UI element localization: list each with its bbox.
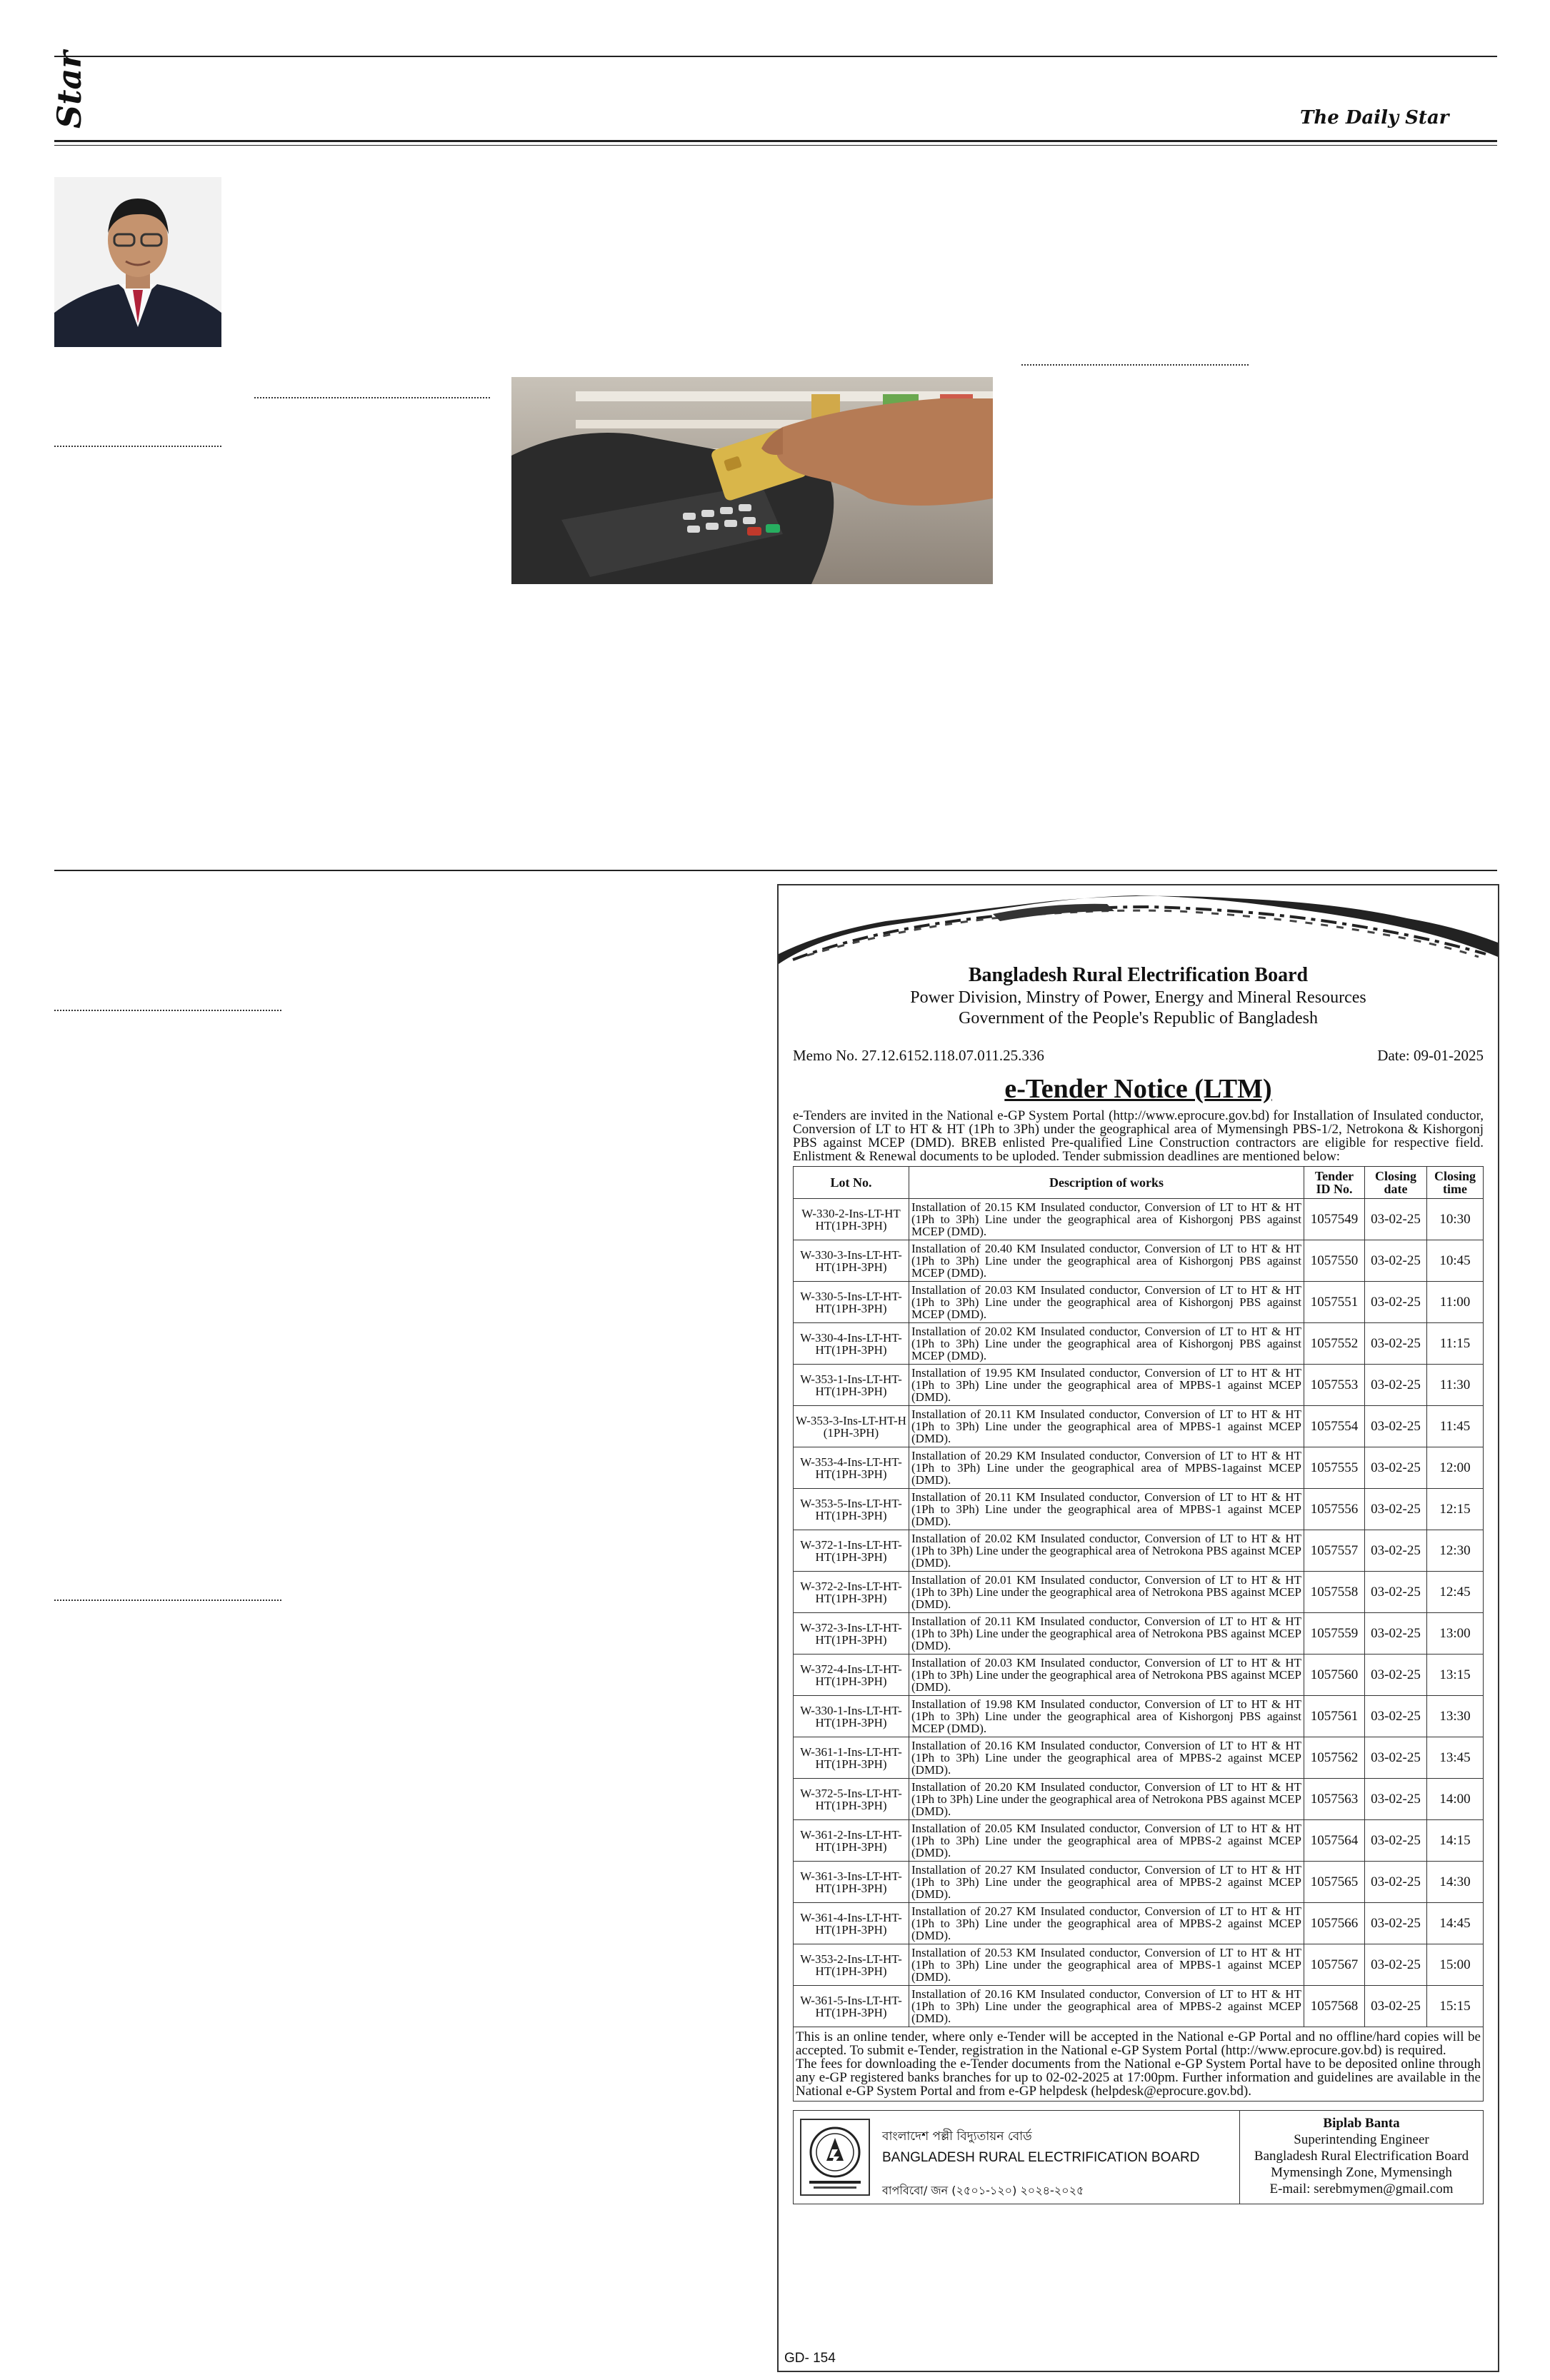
work-description: Installation of 20.16 KM Insulated conductor, Conversion of LT to HT & HT (1Ph to 3Ph) Line under the geographical area of MPBS-2 against MCEP (DMD). bbox=[909, 1986, 1304, 2027]
closing-date: 03-02-25 bbox=[1365, 1282, 1427, 1323]
col-closing-time: Closing time bbox=[1427, 1167, 1484, 1199]
closing-time: 12:15 bbox=[1427, 1489, 1484, 1530]
notice-footer bbox=[793, 2027, 1484, 2102]
lot-number: W-361-2-Ins-LT-HT-HT(1PH-3PH) bbox=[794, 1820, 909, 1862]
brand-name: The Daily Star bbox=[1300, 107, 1449, 129]
lot-number: W-353-3-Ins-LT-HT-H (1PH-3PH) bbox=[794, 1406, 909, 1447]
footer-paragraph-1: This is an online tender, where only e-Tender will be accepted in the National e-GP Portal and no offline/hard copies will be accepted. To submit e-Tender, registration in the National e-GP System Portal (http://www.eprocure.gov.bd) is required. bbox=[796, 2029, 1481, 2058]
closing-date: 03-02-25 bbox=[1365, 1696, 1427, 1737]
notice-subtitle-1: Power Division, Minstry of Power, Energy and Mineral Resources bbox=[910, 988, 1366, 1007]
notice-heading: e-Tender Notice (LTM) bbox=[1004, 1074, 1272, 1104]
closing-time: 15:15 bbox=[1427, 1986, 1484, 2027]
work-description: Installation of 19.95 KM Insulated conductor, Conversion of LT to HT & HT (1Ph to 3Ph) Line under the geographical area of MPBS-1 against MCEP (DMD). bbox=[909, 1365, 1304, 1406]
tender-id: 1057554 bbox=[1304, 1406, 1365, 1447]
work-description: Installation of 20.40 KM Insulated conductor, Conversion of LT to HT & HT (1Ph to 3Ph) Line under the geographical area of Kishorgonj PBS against MCEP (DMD). bbox=[909, 1240, 1304, 1282]
lot-number: W-372-1-Ins-LT-HT-HT(1PH-3PH) bbox=[794, 1530, 909, 1572]
table-row bbox=[794, 1530, 1484, 1572]
work-description: Installation of 20.27 KM Insulated conductor, Conversion of LT to HT & HT (1Ph to 3Ph) Line under the geographical area of MPBS-2 against MCEP (DMD). bbox=[909, 1862, 1304, 1903]
tender-id: 1057557 bbox=[1304, 1530, 1365, 1572]
work-description: Installation of 20.03 KM Insulated conductor, Conversion of LT to HT & HT (1Ph to 3Ph) Line under the geographical area of Kishorgonj PBS against MCEP (DMD). bbox=[909, 1282, 1304, 1323]
tender-id: 1057558 bbox=[1304, 1572, 1365, 1613]
signatory bbox=[1240, 2111, 1483, 2204]
closing-time: 13:45 bbox=[1427, 1737, 1484, 1779]
notice-subtitle-2: Government of the People's Republic of Bangladesh bbox=[959, 1009, 1318, 1028]
table-row bbox=[794, 1240, 1484, 1282]
masthead-top-rule bbox=[54, 56, 1497, 57]
tender-id: 1057565 bbox=[1304, 1862, 1365, 1903]
footer-paragraph-2: The fees for downloading the e-Tender documents from the National e-GP System Portal have to be deposited online through any e-GP registered banks branches for up to 02-02-2025 at 17:00pm. Further information and guidelines are available in the National e-GP System Portal and from e-GP helpdesk (helpdesk@eprocure.gov.bd). bbox=[796, 2057, 1481, 2099]
table-header-row bbox=[794, 1167, 1484, 1199]
lot-number: W-372-4-Ins-LT-HT-HT(1PH-3PH) bbox=[794, 1655, 909, 1696]
tender-id: 1057563 bbox=[1304, 1779, 1365, 1820]
closing-time: 10:45 bbox=[1427, 1240, 1484, 1282]
closing-time: 14:30 bbox=[1427, 1862, 1484, 1903]
lot-number: W-330-3-Ins-LT-HT-HT(1PH-3PH) bbox=[794, 1240, 909, 1282]
lot-number: W-353-5-Ins-LT-HT-HT(1PH-3PH) bbox=[794, 1489, 909, 1530]
memo-number: Memo No. 27.12.6152.118.07.011.25.336 bbox=[793, 1047, 1044, 1064]
work-description: Installation of 20.01 KM Insulated conductor, Conversion of LT to HT & HT (1Ph to 3Ph) Line under the geographical area of Netrokona PBS against MCEP (DMD). bbox=[909, 1572, 1304, 1613]
masthead-bottom-rule-thin bbox=[54, 145, 1497, 146]
work-description: Installation of 20.03 KM Insulated conductor, Conversion of LT to HT & HT (1Ph to 3Ph) Line under the geographical area of Netrokona PBS against MCEP (DMD). bbox=[909, 1655, 1304, 1696]
closing-time: 11:15 bbox=[1427, 1323, 1484, 1365]
closing-date: 03-02-25 bbox=[1365, 1572, 1427, 1613]
closing-date: 03-02-25 bbox=[1365, 1240, 1427, 1282]
signer-org: Bangladesh Rural Electrification Board bbox=[1254, 2149, 1469, 2164]
work-description: Installation of 20.11 KM Insulated conductor, Conversion of LT to HT & HT (1Ph to 3Ph) Line under the geographical area of MPBS-1 against MCEP (DMD). bbox=[909, 1489, 1304, 1530]
section-rule bbox=[54, 870, 1497, 871]
table-row bbox=[794, 1862, 1484, 1903]
closing-date: 03-02-25 bbox=[1365, 1530, 1427, 1572]
author-photo bbox=[54, 177, 221, 347]
work-description: Installation of 20.16 KM Insulated conductor, Conversion of LT to HT & HT (1Ph to 3Ph) Line under the geographical area of MPBS-2 against MCEP (DMD). bbox=[909, 1737, 1304, 1779]
lot-number: W-372-5-Ins-LT-HT-HT(1PH-3PH) bbox=[794, 1779, 909, 1820]
closing-date: 03-02-25 bbox=[1365, 1655, 1427, 1696]
tender-id: 1057561 bbox=[1304, 1696, 1365, 1737]
lot-number: W-330-2-Ins-LT-HT HT(1PH-3PH) bbox=[794, 1199, 909, 1240]
table-row bbox=[794, 1737, 1484, 1779]
notice-org-title: Bangladesh Rural Electrification Board bbox=[968, 964, 1309, 986]
work-description: Installation of 20.29 KM Insulated conductor, Conversion of LT to HT & HT (1Ph to 3Ph) Line under the geographical area of MPBS-1against MCEP (DMD). bbox=[909, 1447, 1304, 1489]
table-row bbox=[794, 1944, 1484, 1986]
divider bbox=[54, 1600, 281, 1601]
table-row bbox=[794, 1199, 1484, 1240]
signature-block bbox=[793, 2110, 1484, 2204]
closing-date: 03-02-25 bbox=[1365, 1613, 1427, 1655]
closing-time: 12:45 bbox=[1427, 1572, 1484, 1613]
work-description: Installation of 20.11 KM Insulated conductor, Conversion of LT to HT & HT (1Ph to 3Ph) Line under the geographical area of MPBS-1 against MCEP (DMD). bbox=[909, 1406, 1304, 1447]
signer-title: Superintending Engineer bbox=[1294, 2132, 1429, 2147]
notice-intro: e-Tenders are invited in the National e-GP System Portal (http://www.eprocure.gov.bd) for Installation of Insulated conductor, Conversion of LT to HT & HT (1Ph to 3Ph) under the geographical area of Mymensingh PBS-1/2, Netrokona & Kishorgonj PBS against MCEP (DMD). BREB enlisted Pre-qualified Line Construction contractors are eligible for respective field. Enlistment & Renewal documents to be uploded. Tender submission deadlines are mentioned below: bbox=[793, 1108, 1484, 1164]
decorative-header-ornament bbox=[779, 885, 1498, 971]
tender-id: 1057567 bbox=[1304, 1944, 1365, 1986]
table-row bbox=[794, 1572, 1484, 1613]
tender-id: 1057549 bbox=[1304, 1199, 1365, 1240]
work-description: Installation of 20.11 KM Insulated conductor, Conversion of LT to HT & HT (1Ph to 3Ph) Line under the geographical area of Netrokona PBS against MCEP (DMD). bbox=[909, 1613, 1304, 1655]
lot-number: W-330-1-Ins-LT-HT-HT(1PH-3PH) bbox=[794, 1696, 909, 1737]
closing-date: 03-02-25 bbox=[1365, 1365, 1427, 1406]
col-tender-id: Tender ID No. bbox=[1304, 1167, 1365, 1199]
col-lot: Lot No. bbox=[794, 1167, 909, 1199]
card-payment-photo bbox=[511, 377, 993, 584]
tender-id: 1057556 bbox=[1304, 1489, 1365, 1530]
tender-id: 1057559 bbox=[1304, 1613, 1365, 1655]
work-description: Installation of 20.02 KM Insulated conductor, Conversion of LT to HT & HT (1Ph to 3Ph) Line under the geographical area of Kishorgonj PBS against MCEP (DMD). bbox=[909, 1323, 1304, 1365]
closing-date: 03-02-25 bbox=[1365, 1489, 1427, 1530]
memo-date: Date: 09-01-2025 bbox=[1377, 1047, 1484, 1064]
table-row bbox=[794, 1903, 1484, 1944]
closing-time: 14:45 bbox=[1427, 1903, 1484, 1944]
gd-number: GD- 154 bbox=[784, 2351, 836, 2366]
breb-logo-icon bbox=[799, 2118, 871, 2196]
closing-time: 12:30 bbox=[1427, 1530, 1484, 1572]
tender-id: 1057551 bbox=[1304, 1282, 1365, 1323]
closing-date: 03-02-25 bbox=[1365, 1903, 1427, 1944]
table-row bbox=[794, 1696, 1484, 1737]
divider bbox=[1021, 364, 1249, 366]
tender-id: 1057550 bbox=[1304, 1240, 1365, 1282]
lot-number: W-353-2-Ins-LT-HT-HT(1PH-3PH) bbox=[794, 1944, 909, 1986]
work-description: Installation of 20.15 KM Insulated conductor, Conversion of LT to HT & HT (1Ph to 3Ph) Line under the geographical area of Kishorgonj PBS against MCEP (DMD). bbox=[909, 1199, 1304, 1240]
lot-number: W-330-5-Ins-LT-HT-HT(1PH-3PH) bbox=[794, 1282, 909, 1323]
work-description: Installation of 20.27 KM Insulated conductor, Conversion of LT to HT & HT (1Ph to 3Ph) Line under the geographical area of MPBS-2 against MCEP (DMD). bbox=[909, 1903, 1304, 1944]
lot-number: W-372-3-Ins-LT-HT-HT(1PH-3PH) bbox=[794, 1613, 909, 1655]
work-description: Installation of 20.53 KM Insulated conductor, Conversion of LT to HT & HT (1Ph to 3Ph) Line under the geographical area of MPBS-1 against MCEP (DMD). bbox=[909, 1944, 1304, 1986]
table-row bbox=[794, 1655, 1484, 1696]
lot-number: W-372-2-Ins-LT-HT-HT(1PH-3PH) bbox=[794, 1572, 909, 1613]
closing-date: 03-02-25 bbox=[1365, 1944, 1427, 1986]
signer-zone: Mymensingh Zone, Mymensingh bbox=[1271, 2165, 1452, 2180]
closing-date: 03-02-25 bbox=[1365, 1862, 1427, 1903]
lot-number: W-361-5-Ins-LT-HT-HT(1PH-3PH) bbox=[794, 1986, 909, 2027]
org-name-bn: বাংলাদেশ পল্লী বিদ্যুতায়ন বোর্ড bbox=[882, 2129, 1032, 2144]
org-logo-block bbox=[794, 2111, 1240, 2204]
lot-number: W-361-1-Ins-LT-HT-HT(1PH-3PH) bbox=[794, 1737, 909, 1779]
closing-date: 03-02-25 bbox=[1365, 1737, 1427, 1779]
closing-time: 11:45 bbox=[1427, 1406, 1484, 1447]
closing-time: 11:30 bbox=[1427, 1365, 1484, 1406]
tender-table bbox=[793, 1166, 1484, 2027]
table-row bbox=[794, 1779, 1484, 1820]
closing-time: 10:30 bbox=[1427, 1199, 1484, 1240]
closing-date: 03-02-25 bbox=[1365, 1779, 1427, 1820]
signer-email: E-mail: serebmymen@gmail.com bbox=[1269, 2181, 1454, 2196]
closing-date: 03-02-25 bbox=[1365, 1986, 1427, 2027]
table-row bbox=[794, 1365, 1484, 1406]
closing-date: 03-02-25 bbox=[1365, 1447, 1427, 1489]
tender-notice bbox=[777, 884, 1499, 2372]
closing-time: 14:15 bbox=[1427, 1820, 1484, 1862]
tender-id: 1057568 bbox=[1304, 1986, 1365, 2027]
closing-time: 13:00 bbox=[1427, 1613, 1484, 1655]
work-description: Installation of 20.02 KM Insulated conductor, Conversion of LT to HT & HT (1Ph to 3Ph) Line under the geographical area of Netrokona PBS against MCEP (DMD). bbox=[909, 1530, 1304, 1572]
table-row bbox=[794, 1986, 1484, 2027]
divider bbox=[254, 397, 490, 398]
masthead-bottom-rule bbox=[54, 140, 1497, 142]
closing-date: 03-02-25 bbox=[1365, 1199, 1427, 1240]
table-row bbox=[794, 1613, 1484, 1655]
closing-time: 11:00 bbox=[1427, 1282, 1484, 1323]
closing-date: 03-02-25 bbox=[1365, 1406, 1427, 1447]
closing-time: 13:30 bbox=[1427, 1696, 1484, 1737]
work-description: Installation of 19.98 KM Insulated conductor, Conversion of LT to HT & HT (1Ph to 3Ph) Line under the geographical area of Kishorgonj PBS against MCEP (DMD). bbox=[909, 1696, 1304, 1737]
divider bbox=[54, 1010, 281, 1011]
tender-id: 1057560 bbox=[1304, 1655, 1365, 1696]
tender-id: 1057562 bbox=[1304, 1737, 1365, 1779]
work-description: Installation of 20.20 KM Insulated conductor, Conversion of LT to HT & HT (1Ph to 3Ph) Line under the geographical area of Netrokona PBS against MCEP (DMD). bbox=[909, 1779, 1304, 1820]
lot-number: W-330-4-Ins-LT-HT-HT(1PH-3PH) bbox=[794, 1323, 909, 1365]
tender-id: 1057552 bbox=[1304, 1323, 1365, 1365]
tender-id: 1057553 bbox=[1304, 1365, 1365, 1406]
signer-name: Biplab Banta bbox=[1323, 2116, 1400, 2131]
tender-id: 1057566 bbox=[1304, 1903, 1365, 1944]
divider bbox=[54, 446, 221, 447]
col-description: Description of works bbox=[909, 1167, 1304, 1199]
closing-time: 12:00 bbox=[1427, 1447, 1484, 1489]
tender-id: 1057555 bbox=[1304, 1447, 1365, 1489]
table-row bbox=[794, 1282, 1484, 1323]
work-description: Installation of 20.05 KM Insulated conductor, Conversion of LT to HT & HT (1Ph to 3Ph) Line under the geographical area of MPBS-2 against MCEP (DMD). bbox=[909, 1820, 1304, 1862]
org-name-en: BANGLADESH RURAL ELECTRIFICATION BOARD bbox=[882, 2149, 1200, 2165]
table-row bbox=[794, 1820, 1484, 1862]
col-closing-date: Closing date bbox=[1365, 1167, 1427, 1199]
closing-date: 03-02-25 bbox=[1365, 1820, 1427, 1862]
table-row bbox=[794, 1406, 1484, 1447]
table-row bbox=[794, 1489, 1484, 1530]
closing-time: 15:00 bbox=[1427, 1944, 1484, 1986]
closing-date: 03-02-25 bbox=[1365, 1323, 1427, 1365]
lot-number: W-353-1-Ins-LT-HT-HT(1PH-3PH) bbox=[794, 1365, 909, 1406]
lot-number: W-353-4-Ins-LT-HT-HT(1PH-3PH) bbox=[794, 1447, 909, 1489]
lot-number: W-361-3-Ins-LT-HT-HT(1PH-3PH) bbox=[794, 1862, 909, 1903]
table-row bbox=[794, 1447, 1484, 1489]
closing-time: 14:00 bbox=[1427, 1779, 1484, 1820]
reference-bn: বাপবিবো/ জন (২৫০১-১২০) ২০২৪-২০২৫ bbox=[882, 2183, 1084, 2197]
table-row bbox=[794, 1323, 1484, 1365]
tender-id: 1057564 bbox=[1304, 1820, 1365, 1862]
section-mark: Star bbox=[50, 51, 89, 129]
closing-time: 13:15 bbox=[1427, 1655, 1484, 1696]
lot-number: W-361-4-Ins-LT-HT-HT(1PH-3PH) bbox=[794, 1903, 909, 1944]
